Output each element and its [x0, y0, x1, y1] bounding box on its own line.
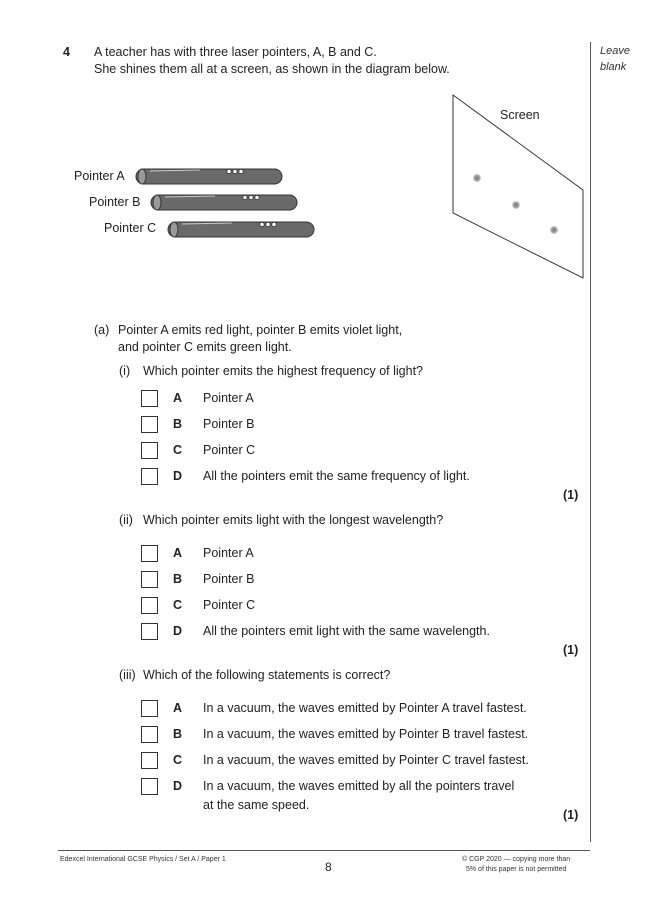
option-iii-d-checkbox[interactable] — [141, 778, 158, 795]
option-iii-b-letter: B — [173, 727, 183, 741]
footer-paper-title: Edexcel International GCSE Physics / Set A / Paper 1 — [60, 856, 226, 863]
option-ii-a-text: Pointer A — [203, 546, 254, 560]
laser-dot-b — [511, 200, 521, 210]
option-iii-c-text: In a vacuum, the waves emitted by Pointer C travel fastest. — [203, 753, 529, 767]
option-iii-d-letter: D — [173, 779, 183, 793]
screen-panel — [453, 95, 583, 278]
option-ii-b-letter: B — [173, 572, 183, 586]
sub-ii-label: (ii) — [119, 513, 133, 527]
sub-ii-mark: (1) — [563, 643, 579, 657]
sub-iii-label: (iii) — [119, 668, 136, 682]
option-i-a-text: Pointer A — [203, 391, 254, 405]
laser-dot-c — [549, 225, 559, 235]
sub-i-label: (i) — [119, 364, 131, 378]
option-iii-a-text: In a vacuum, the waves emitted by Pointer A travel fastest. — [203, 701, 527, 715]
sub-iii-mark: (1) — [563, 808, 579, 822]
sub-i-mark: (1) — [563, 488, 579, 502]
option-ii-d-checkbox[interactable] — [141, 623, 158, 640]
laser-dot-a — [472, 173, 482, 183]
leave-blank-label-2: blank — [600, 61, 627, 73]
option-ii-c-text: Pointer C — [203, 598, 256, 612]
part-a-label: (a) — [94, 323, 110, 337]
option-i-c-checkbox[interactable] — [141, 442, 158, 459]
option-iii-b-checkbox[interactable] — [141, 726, 158, 743]
option-i-b-letter: B — [173, 417, 183, 431]
pointer-a — [136, 169, 282, 184]
pointer-a-label: Pointer A — [74, 169, 125, 183]
pointer-c-label: Pointer C — [104, 221, 157, 235]
footer-rule — [58, 850, 590, 851]
sub-ii-question: Which pointer emits light with the longest wavelength? — [143, 513, 444, 527]
screen-label: Screen — [500, 108, 540, 122]
option-i-b-text: Pointer B — [203, 417, 255, 431]
pointer-c — [168, 222, 314, 237]
option-iii-c-letter: C — [173, 753, 183, 767]
option-iii-c-checkbox[interactable] — [141, 752, 158, 769]
option-i-a-checkbox[interactable] — [141, 390, 158, 407]
part-a-stem-line-1: Pointer A emits red light, pointer B emits violet light, — [118, 323, 403, 337]
option-ii-d-letter: D — [173, 624, 183, 638]
option-ii-b-text: Pointer B — [203, 572, 255, 586]
option-iii-a-letter: A — [173, 701, 183, 715]
option-i-c-letter: C — [173, 443, 183, 457]
option-iii-d-text: In a vacuum, the waves emitted by all the pointers travel — [203, 779, 515, 793]
option-i-d-checkbox[interactable] — [141, 468, 158, 485]
option-ii-b-checkbox[interactable] — [141, 571, 158, 588]
option-i-a-letter: A — [173, 391, 183, 405]
option-i-b-checkbox[interactable] — [141, 416, 158, 433]
pointer-b — [151, 195, 297, 210]
question-intro-line-1: A teacher has with three laser pointers, A, B and C. — [94, 45, 377, 59]
laser-pointer-diagram — [0, 80, 590, 300]
option-ii-a-letter: A — [173, 546, 183, 560]
footer-copyright-line-1: © CGP 2020 — copying more than — [462, 856, 571, 863]
sub-iii-question: Which of the following statements is correct? — [143, 668, 391, 682]
page-number: 8 — [325, 860, 332, 874]
part-a-stem-line-2: and pointer C emits green light. — [118, 340, 292, 354]
option-i-c-text: Pointer C — [203, 443, 256, 457]
option-iii-d-text-line-2: at the same speed. — [203, 798, 310, 812]
option-iii-b-text: In a vacuum, the waves emitted by Pointer B travel fastest. — [203, 727, 529, 741]
option-ii-c-checkbox[interactable] — [141, 597, 158, 614]
leave-blank-rule — [590, 42, 591, 842]
question-intro-line-2: She shines them all at a screen, as shown in the diagram below. — [94, 62, 450, 76]
option-ii-a-checkbox[interactable] — [141, 545, 158, 562]
question-number: 4 — [63, 45, 70, 59]
option-i-d-letter: D — [173, 469, 183, 483]
option-ii-d-text: All the pointers emit light with the same wavelength. — [203, 624, 490, 638]
pointer-b-label: Pointer B — [89, 195, 141, 209]
option-ii-c-letter: C — [173, 598, 183, 612]
leave-blank-label-1: Leave — [600, 45, 630, 57]
option-i-d-text: All the pointers emit the same frequency of light. — [203, 469, 470, 483]
sub-i-question: Which pointer emits the highest frequency of light? — [143, 364, 424, 378]
footer-copyright-line-2: 5% of this paper is not permitted — [466, 866, 567, 873]
option-iii-a-checkbox[interactable] — [141, 700, 158, 717]
